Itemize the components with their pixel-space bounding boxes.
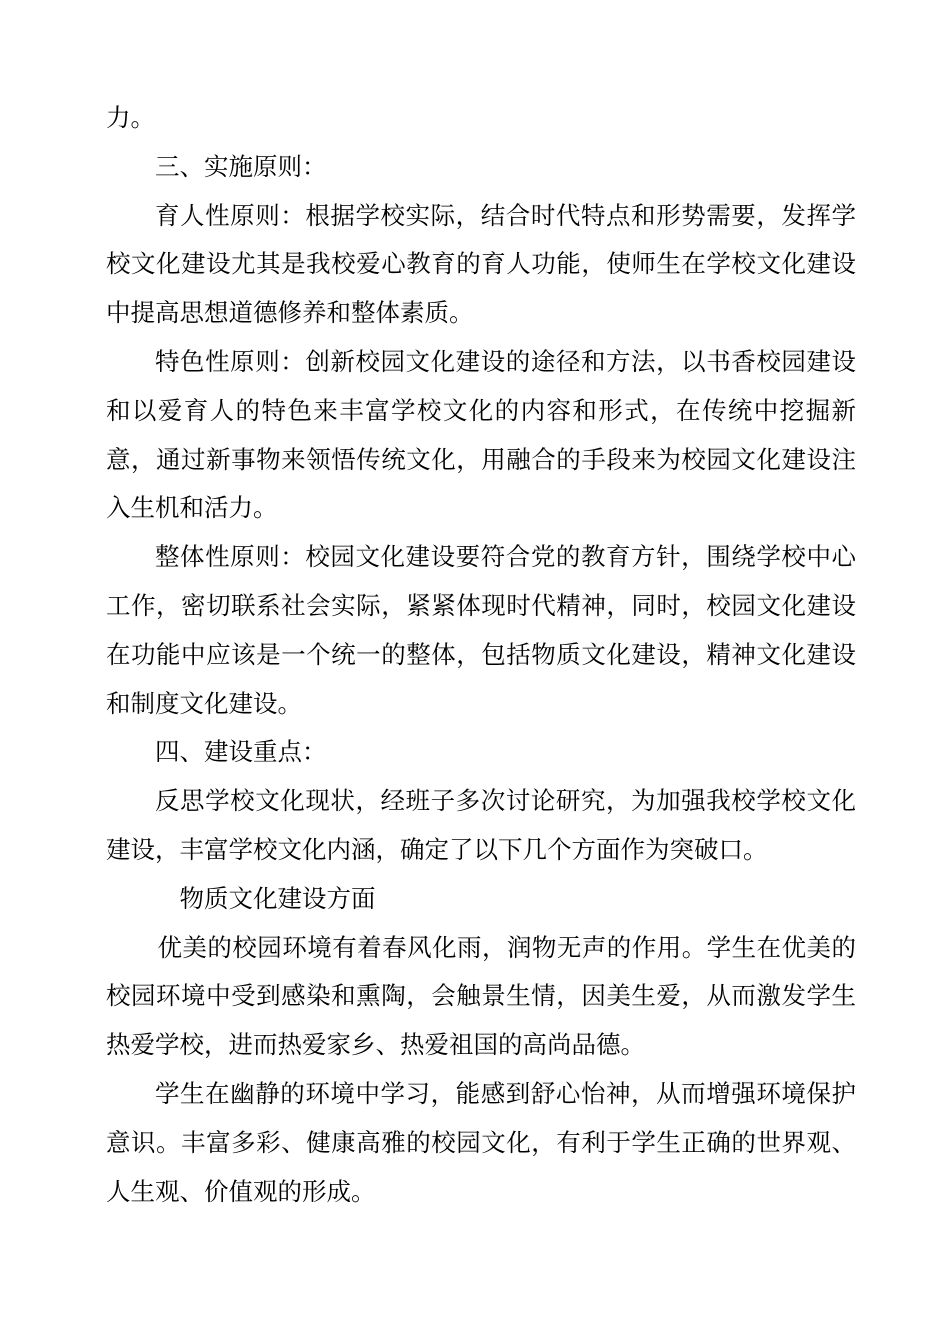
section-heading-principles: 三、实施原则： bbox=[155, 151, 327, 181]
subheading-material-culture: 物质文化建设方面 bbox=[179, 883, 376, 913]
section-heading-key-points: 四、建设重点： bbox=[155, 737, 327, 767]
document-body bbox=[106, 94, 856, 1216]
paragraph-quiet-environment: 学生在幽静的环境中学习，能感到舒心怡神，从而增强环境保护意识。丰富多彩、健康高雅的校园文化，有利于学生正确的世界观、人生观、价值观的形成。 bbox=[106, 1078, 856, 1206]
paragraph-education-principle: 育人性原则：根据学校实际，结合时代特点和形势需要，发挥学校文化建设尤其是我校爱心教育的育人功能，使师生在学校文化建设中提高思想道德修养和整体素质。 bbox=[106, 200, 856, 328]
paragraph-whole-principle: 整体性原则：校园文化建设要符合党的教育方针，围绕学校中心工作，密切联系社会实际，紧紧体现时代精神，同时，校园文化建设在功能中应该是一个统一的整体，包括物质文化建设，精神文化建设和制度文化建设。 bbox=[106, 542, 856, 718]
paragraph-feature-principle: 特色性原则：创新校园文化建设的途径和方法，以书香校园建设和以爱育人的特色来丰富学校文化的内容和形式，在传统中挖掘新意，通过新事物来领悟传统文化，用融合的手段来为校园文化建设注入生机和活力。 bbox=[106, 346, 856, 523]
paragraph-campus-environment: 优美的校园环境有着春风化雨，润物无声的作用。学生在优美的校园环境中受到感染和熏陶，会触景生情，因美生爱，从而激发学生热爱学校，进而热爱家乡、热爱祖国的高尚品德。 bbox=[106, 932, 856, 1060]
paragraph-reflection: 反思学校文化现状，经班子多次讨论研究，为加强我校学校文化建设，丰富学校文化内涵，确定了以下几个方面作为突破口。 bbox=[106, 786, 856, 864]
paragraph-continuation: 力。 bbox=[106, 103, 155, 132]
